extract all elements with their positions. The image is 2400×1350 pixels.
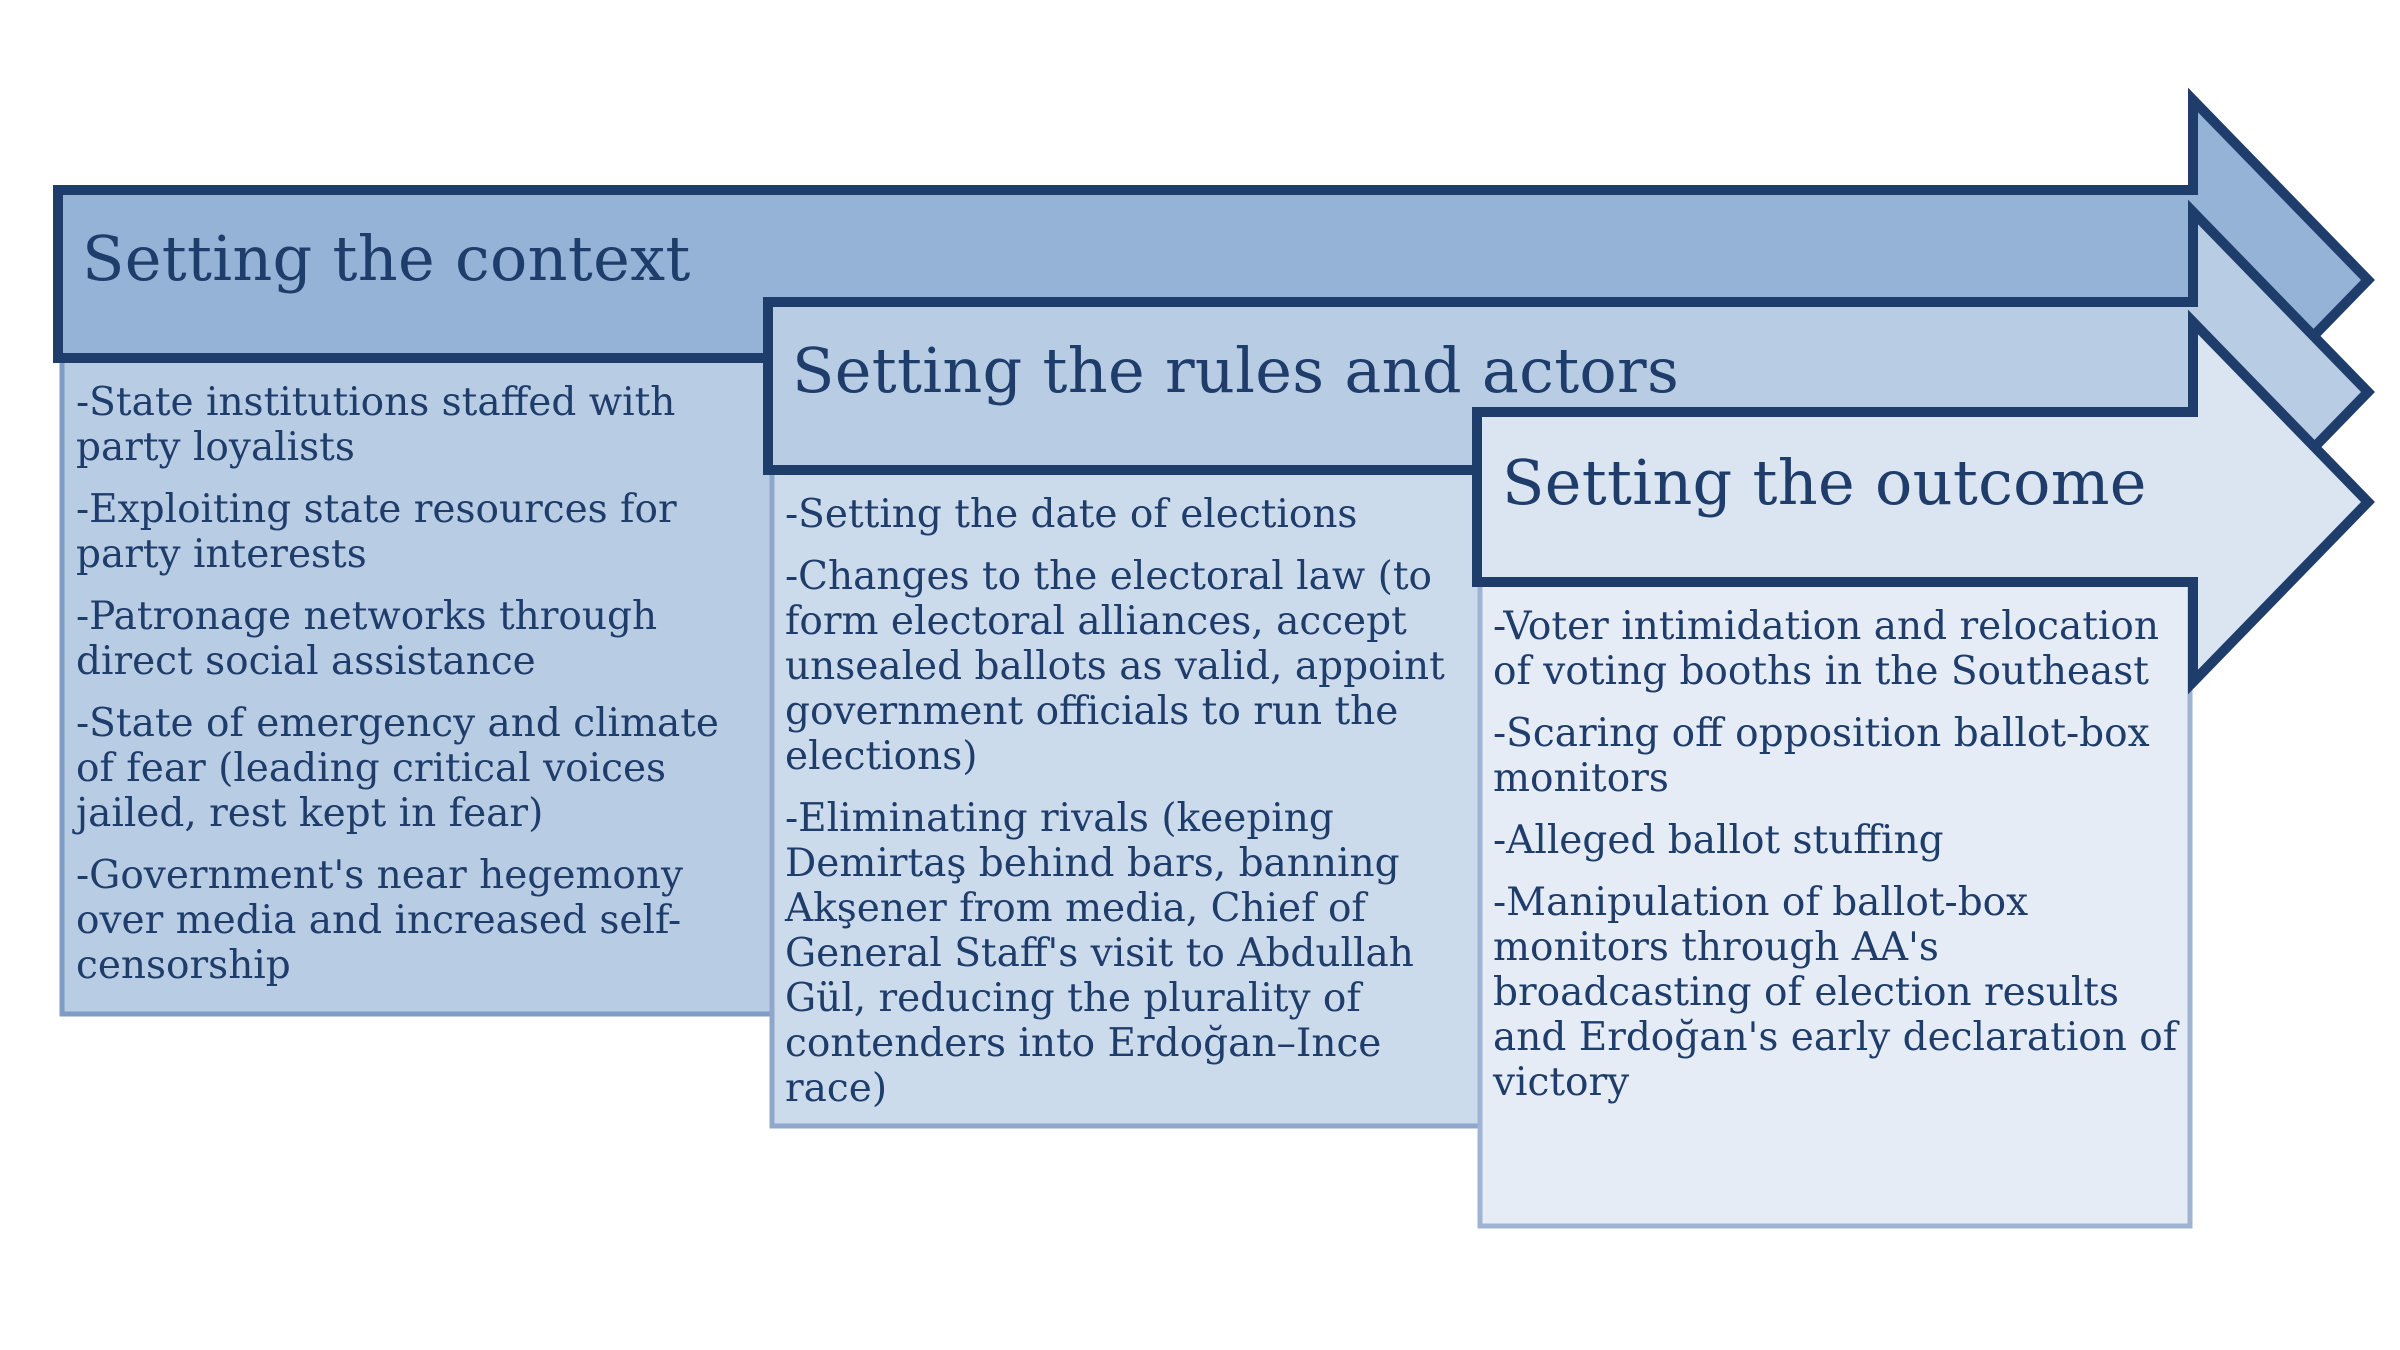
list-item: -State institutions staffed with party loyalists xyxy=(76,380,676,470)
list-item: -Exploiting state resources for party interests xyxy=(76,487,677,577)
list-item: -Manipulation of ballot-box monitors through AA's broadcasting of election results and Erdoğan's early declaration of victory xyxy=(1493,880,2178,1105)
stage-title-rules-and-actors: Setting the rules and actors xyxy=(792,334,1680,407)
list-item: -State of emergency and climate of fear (leading critical voices jailed, rest kept in fear) xyxy=(76,701,720,836)
list-item: -Government's near hegemony over media and increased self-censorship xyxy=(76,853,684,988)
list-item: -Patronage networks through direct social assistance xyxy=(76,594,658,684)
stage-title-outcome: Setting the outcome xyxy=(1502,446,2147,519)
outcome-item-list xyxy=(1493,604,2183,1122)
list-item: -Voter intimidation and relocation of voting booths in the Southeast xyxy=(1493,604,2159,694)
stage-title-context: Setting the context xyxy=(82,222,691,295)
rules-item-list xyxy=(785,492,1480,1128)
context-item-list xyxy=(76,380,766,1005)
list-item: -Scaring off opposition ballot-box monitors xyxy=(1493,711,2150,801)
list-item: -Eliminating rivals (keeping Demirtaş behind bars, banning Akşener from media, Chief of General Staff's visit to Abdullah Gül, reducing the plurality of contenders into Erdoğan–Ince race) xyxy=(785,796,1414,1111)
list-item: -Alleged ballot stuffing xyxy=(1493,818,1944,863)
list-item: -Setting the date of elections xyxy=(785,492,1358,537)
list-item: -Changes to the electoral law (to form electoral alliances, accept unsealed ballots as valid, appoint government officials to run the elections) xyxy=(785,554,1445,779)
